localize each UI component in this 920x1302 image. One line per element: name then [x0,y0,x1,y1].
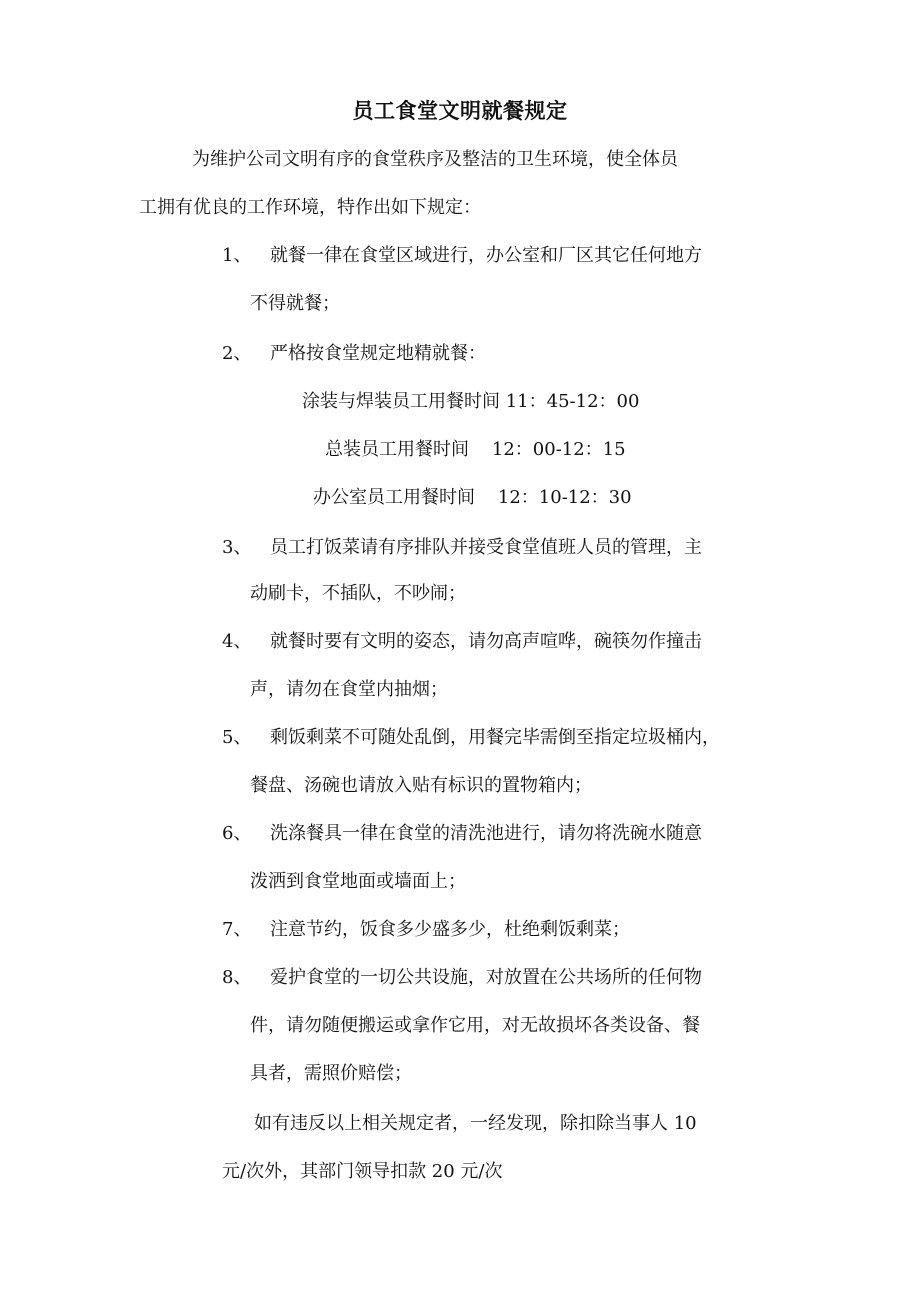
document-title: 员工食堂文明就餐规定 [352,98,568,123]
schedule-line: 办公室员工用餐时间 12：10-12：30 [313,487,632,508]
item-text-continued: 声，请勿在食堂内抽烟； [250,679,448,700]
schedule-line: 总装员工用餐时间 12：00-12：15 [325,439,626,460]
item-number: 6、 [222,823,252,844]
item-number: 7、 [222,919,252,940]
item-text: 员工打饭菜请有序排队并接受食堂值班人员的管理，主 [270,537,702,558]
item-text: 剩饭剩菜不可随处乱倒，用餐完毕需倒至指定垃圾桶内， [270,727,720,748]
item-text-continued: 不得就餐； [250,293,340,314]
item-text-continued: 餐盘、汤碗也请放入贴有标识的置物箱内； [250,775,592,796]
schedule-line: 涂装与焊装员工用餐时间 11：45-12：00 [302,391,640,412]
item-number: 8、 [222,967,252,988]
item-text-continued: 具者，需照价赔偿； [250,1063,412,1084]
item-number: 4、 [222,631,252,652]
item-text-continued: 泼洒到食堂地面或墙面上； [250,871,466,892]
item-number: 5、 [222,727,252,748]
item-text-continued: 件，请勿随便搬运或拿作它用，对无故损坏各类设备、餐 [250,1015,700,1036]
intro-line-1: 为维护公司文明有序的食堂秩序及整洁的卫生环境，使全体员 [192,149,678,170]
item-number: 2、 [222,343,252,364]
item-number: 3、 [222,537,252,558]
item-text: 注意节约，饭食多少盛多少，杜绝剩饭剩菜； [270,919,630,940]
penalty-line-2: 元/次外，其部门领导扣款 20 元/次 [222,1161,503,1182]
item-text-continued: 动刷卡，不插队，不吵闹； [250,583,466,604]
item-text: 就餐一律在食堂区域进行，办公室和厂区其它任何地方 [270,245,702,266]
penalty-line-1: 如有违反以上相关规定者，一经发现，除扣除当事人 10 [254,1113,697,1134]
item-text: 爱护食堂的一切公共设施，对放置在公共场所的任何物 [270,967,702,988]
intro-line-2: 工拥有优良的工作环境，特作出如下规定： [139,197,481,218]
item-text: 严格按食堂规定地精就餐： [270,343,486,364]
item-text: 洗涤餐具一律在食堂的清洗池进行，请勿将洗碗水随意 [270,823,702,844]
item-number: 1、 [222,245,252,266]
item-text: 就餐时要有文明的姿态，请勿高声喧哗，碗筷勿作撞击 [270,631,702,652]
